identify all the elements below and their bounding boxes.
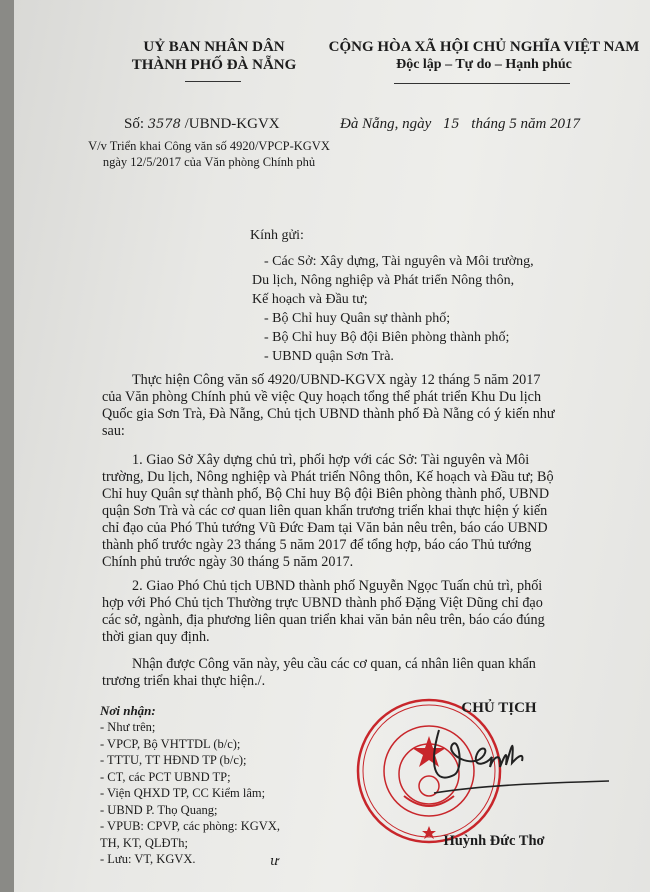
closing-paragraph [102,656,632,690]
handwritten-initials: ư [270,854,279,869]
intro-paragraph [102,372,632,440]
divider [185,81,241,82]
addressee-list [252,252,534,366]
number-suffix: /UBND-KGVX [184,116,280,132]
paragraph-line: thành phố trước ngày 23 tháng 5 năm 2017 để tổng hợp, báo cáo Thủ tướng [102,537,532,553]
recipient-item: - Như trên; [100,720,156,734]
paragraph-line: sau: [102,423,125,439]
recipient-item: - VPCP, Bộ VHTTDL (b/c); [100,736,241,751]
date-day-handwritten: 15 [443,117,460,132]
paragraph-line: Chỉ huy Quân sự thành phố, Bộ Chỉ huy Bộ đội Biên phòng thành phố, UBND [102,486,550,502]
subject-line: V/v Triển khai Công văn số 4920/VPCP-KGVX [88,139,330,153]
subject-line: ngày 12/5/2017 của Văn phòng Chính phủ [102,155,316,169]
recipient-item: - CT, các PCT UBND TP; [100,769,231,784]
recipient-item: - Viện QHXD TP, CC Kiểm lâm; [100,786,266,800]
paragraph-line: hợp với Phó Chủ tịch Thường trực UBND thành phố Đặng Việt Dũng chỉ đạo [102,595,543,611]
paragraph-line: của Văn phòng Chính phủ về việc Quy hoạch tổng thể phát triển Khu Du lịch [102,389,542,405]
addressee-item: - Bộ Chỉ huy Bộ đội Biên phòng thành phố; [264,330,510,345]
national-motto: Độc lập – Tự do – Hạnh phúc [396,57,572,72]
recipient-item: - TTTU, TT HĐND TP (b/c); [100,753,247,767]
recipients-title: Nơi nhận: [100,703,156,718]
handwritten-signature-icon [424,725,614,800]
paragraph-line: 2. Giao Phó Chủ tịch UBND thành phố Nguyễn Ngọc Tuấn chủ trì, phối [132,578,543,594]
paragraph-line: 1. Giao Sở Xây dựng chủ trì, phối hợp với các Sở: Tài nguyên và Môi [132,452,530,468]
paragraph-line: trương triển khai thực hiện./. [102,673,266,689]
paragraph-line: Nhận được Công văn này, yêu cầu các cơ quan, cá nhân liên quan khẩn [132,656,536,672]
issuer-line-1: UỶ BAN NHÂN DÂN [143,39,285,55]
recipient-item: - UBND P. Thọ Quang; [100,802,218,817]
recipient-item: - VPUB: CPVP, các phòng: KGVX, [100,819,280,833]
paragraph-line: Chính phủ trước ngày 30 tháng 5 năm 2017. [102,554,354,570]
paragraph-line: thời gian quy định. [102,629,210,645]
recipients-block [100,702,280,868]
item-1-paragraph [102,452,632,571]
recipient-item: TH, KT, QLĐTh; [100,835,188,850]
addressee-item: - Các Sở: Xây dựng, Tài nguyên và Môi trường, [264,254,534,269]
addressee-item: Kế hoạch và Đầu tư; [252,292,368,307]
document-page [14,0,650,892]
signatory-name: Huỳnh Đức Thơ [443,833,545,849]
addressee-item: - UBND quận Sơn Trà. [264,349,394,364]
addressee-item: Du lịch, Nông nghiệp và Phát triển Nông thôn, [252,273,515,288]
recipients-list [100,719,280,868]
issuer-block [114,38,314,74]
paragraph-line: quận Sơn Trà và các cơ quan liên quan khẩn trương triển khai thực hiện ý kiến [102,503,548,519]
paragraph-line: chỉ đạo của Phó Thủ tướng Vũ Đức Đam tại Văn bản nêu trên, báo cáo UBND [102,520,548,536]
paragraph-line: Thực hiện Công văn số 4920/UBND-KGVX ngày 12 tháng 5 năm 2017 [132,372,541,388]
subject-block [84,138,334,170]
recipient-item: - Lưu: VT, KGVX. [100,852,196,866]
national-heading [314,38,650,74]
number-prefix: Số: [124,116,145,132]
salutation: Kính gửi: [250,228,304,243]
addressee-item: - Bộ Chỉ huy Quân sự thành phố; [264,311,451,326]
date-suffix: tháng 5 năm 2017 [471,116,581,132]
date-prefix: Đà Nẵng, ngày [340,116,432,132]
national-title: CỘNG HÒA XÃ HỘI CHỦ NGHĨA VIỆT NAM [328,39,640,55]
divider [394,83,570,84]
paragraph-line: Quốc gia Sơn Trà, Đà Nẵng, Chủ tịch UBND thành phố Đà Nẵng có ý kiến như [102,406,555,422]
item-2-paragraph [102,578,632,646]
paragraph-line: trường, Du lịch, Nông nghiệp và Phát triển Nông thôn, Kế hoạch và Đầu tư; Bộ [102,469,554,485]
number-handwritten: 3578 [147,117,181,132]
document-number [124,116,280,133]
issuer-line-2: THÀNH PHỐ ĐÀ NẴNG [131,57,297,73]
paragraph-line: các sở, ngành, địa phương liên quan triển khai văn bản nêu trên, báo cáo đúng [102,612,545,628]
document-date [340,116,580,133]
signatory-title: CHỦ TỊCH [461,700,537,716]
